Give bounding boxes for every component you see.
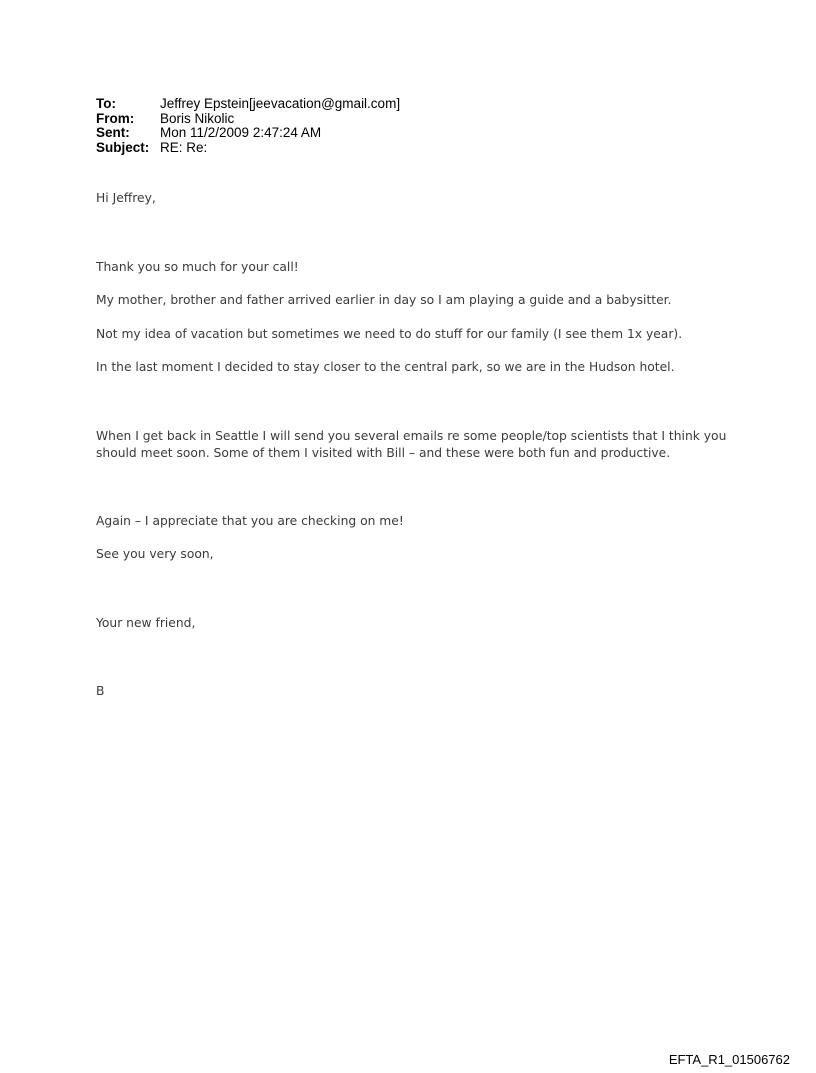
email-body <box>96 190 736 701</box>
subject-value: RE: Re: <box>160 139 208 155</box>
subject-label: Subject: <box>96 139 150 155</box>
paragraph-4: In the last moment I decided to stay closer to the central park, so we are in the Hudson hotel. <box>96 360 675 374</box>
subject-row <box>96 141 400 156</box>
closing: Your new friend, <box>96 615 196 630</box>
to-label: To: <box>96 96 116 111</box>
from-row <box>96 112 400 127</box>
paragraph-2: My mother, brother and father arrived earlier in day so I am playing a guide and a babysitter. <box>96 293 672 307</box>
from-label: From: <box>96 110 135 126</box>
to-row <box>96 97 400 112</box>
signature: B <box>96 684 105 698</box>
sent-label: Sent: <box>96 125 130 140</box>
sent-row <box>96 126 400 141</box>
to-value: Jeffrey Epstein[jeevacation@gmail.com] <box>160 96 401 111</box>
paragraph-7: See you very soon, <box>96 547 214 561</box>
sent-value: Mon 11/2/2009 2:47:24 AM <box>160 125 322 140</box>
greeting: Hi Jeffrey, <box>96 191 156 205</box>
paragraph-1: Thank you so much for your call! <box>96 259 299 274</box>
paragraph-5: When I get back in Seattle I will send you several emails re some people/top scientists that I think you should meet soon. Some of them I visited with Bill – and these were both fun and productive. <box>96 428 727 460</box>
document-id: EFTA_R1_01506762 <box>668 1052 790 1067</box>
from-value: Boris Nikolic <box>160 110 235 126</box>
paragraph-3: Not my idea of vacation but sometimes we need to do stuff for our family (I see them 1x year). <box>96 326 683 341</box>
paragraph-6: Again – I appreciate that you are checking on me! <box>96 513 404 528</box>
email-header <box>96 97 400 155</box>
